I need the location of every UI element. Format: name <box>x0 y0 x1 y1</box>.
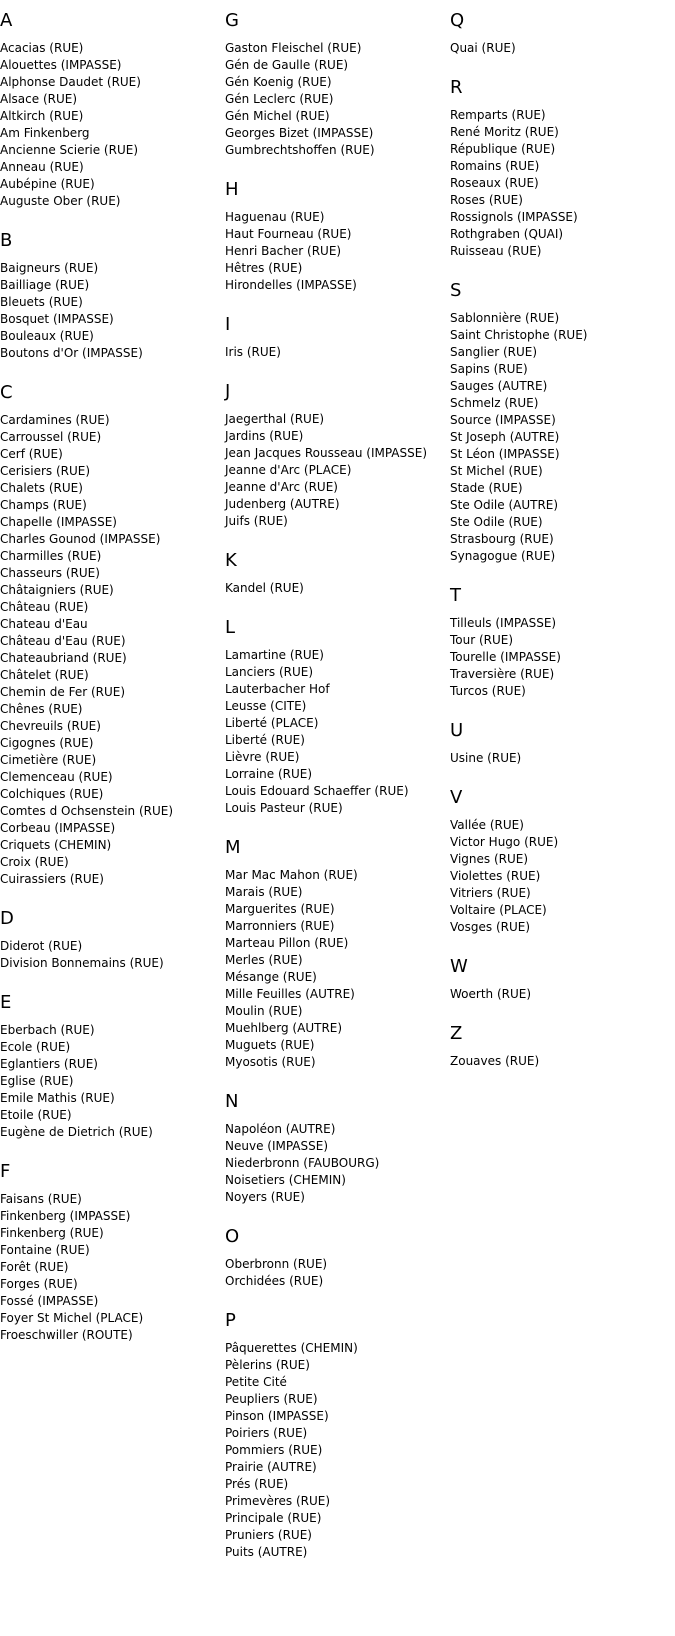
street-link[interactable]: Chateaubriand (RUE) <box>0 651 127 665</box>
street-link[interactable]: Marronniers (RUE) <box>225 919 335 933</box>
street-link[interactable]: Chateau d'Eau <box>0 617 88 631</box>
letter-section <box>450 1023 670 1070</box>
street-link[interactable]: Bouleaux (RUE) <box>0 329 94 343</box>
street-link[interactable]: Champs (RUE) <box>0 498 87 512</box>
street-list <box>450 310 670 565</box>
letter-section <box>450 956 670 1003</box>
section-letter-heading: E <box>0 992 12 1013</box>
street-link[interactable]: Rossignols (IMPASSE) <box>450 210 578 224</box>
street-link[interactable]: Froeschwiller (ROUTE) <box>0 1328 133 1342</box>
street-link[interactable]: Foyer St Michel (PLACE) <box>0 1311 144 1325</box>
street-link[interactable]: Gén Koenig (RUE) <box>225 75 332 89</box>
street-link[interactable]: Bosquet (IMPASSE) <box>0 312 114 326</box>
street-link[interactable]: Vitriers (RUE) <box>450 886 531 900</box>
street-list <box>450 986 670 1003</box>
street-link[interactable]: Vosges (RUE) <box>450 920 531 934</box>
street-link[interactable]: Schmelz (RUE) <box>450 396 539 410</box>
index-column-2 <box>225 0 445 1581</box>
street-link[interactable]: Alphonse Daudet (RUE) <box>0 75 141 89</box>
street-link[interactable]: Jardins (RUE) <box>225 429 304 443</box>
section-letter-heading: A <box>0 10 13 31</box>
street-link[interactable]: Vignes (RUE) <box>450 852 529 866</box>
street-link[interactable]: Source (IMPASSE) <box>450 413 556 427</box>
section-letter-heading: G <box>225 10 239 31</box>
section-letter-heading: Z <box>450 1023 463 1044</box>
street-link[interactable]: Marguerites (RUE) <box>225 902 335 916</box>
street-link[interactable]: Ancienne Scierie (RUE) <box>0 143 138 157</box>
street-link[interactable]: Merles (RUE) <box>225 953 303 967</box>
street-link[interactable]: Lanciers (RUE) <box>225 665 314 679</box>
street-link[interactable]: Am Finkenberg <box>0 126 90 140</box>
section-letter-heading: W <box>450 956 468 977</box>
street-link[interactable]: Stade (RUE) <box>450 481 523 495</box>
section-letter-heading: F <box>0 1161 11 1182</box>
street-list <box>450 750 670 767</box>
street-link[interactable]: Lauterbacher Hof <box>225 682 330 696</box>
street-link[interactable]: Cimetière (RUE) <box>0 753 97 767</box>
street-link[interactable]: Acacias (RUE) <box>0 41 84 55</box>
street-list <box>225 580 445 597</box>
street-link[interactable]: Roseaux (RUE) <box>450 176 539 190</box>
street-link[interactable]: Louis Edouard Schaeffer (RUE) <box>225 784 409 798</box>
section-letter-heading: D <box>0 908 14 929</box>
street-list <box>225 1256 445 1290</box>
street-link[interactable]: Tourelle (IMPASSE) <box>450 650 561 664</box>
street-link[interactable]: Alsace (RUE) <box>0 92 78 106</box>
street-link[interactable]: Chemin de Fer (RUE) <box>0 685 126 699</box>
street-link[interactable]: Bleuets (RUE) <box>0 295 83 309</box>
street-list <box>450 40 670 57</box>
street-list <box>450 615 670 700</box>
street-link[interactable]: Fontaine (RUE) <box>0 1243 90 1257</box>
street-list <box>225 1340 445 1561</box>
street-link[interactable]: Tour (RUE) <box>450 633 514 647</box>
street-link[interactable]: Châtaigniers (RUE) <box>0 583 114 597</box>
street-link[interactable]: Lorraine (RUE) <box>225 767 313 781</box>
street-link[interactable]: Liberté (RUE) <box>225 733 305 747</box>
section-letter-heading: L <box>225 617 236 638</box>
street-link[interactable]: Clemenceau (RUE) <box>0 770 113 784</box>
street-link[interactable]: Synagogue (RUE) <box>450 549 556 563</box>
street-list <box>450 817 670 936</box>
letter-section <box>225 381 445 530</box>
street-link[interactable]: Pommiers (RUE) <box>225 1443 323 1457</box>
street-link[interactable]: Fossé (IMPASSE) <box>0 1294 99 1308</box>
street-link[interactable]: Zouaves (RUE) <box>450 1054 540 1068</box>
street-link[interactable]: Emile Mathis (RUE) <box>0 1091 115 1105</box>
street-list <box>450 107 670 260</box>
street-link[interactable]: Eglise (RUE) <box>0 1074 74 1088</box>
street-link[interactable]: Marais (RUE) <box>225 885 303 899</box>
street-link[interactable]: Comtes d Ochsenstein (RUE) <box>0 804 174 818</box>
street-link[interactable]: Altkirch (RUE) <box>0 109 84 123</box>
street-link[interactable]: Finkenberg (RUE) <box>0 1226 104 1240</box>
street-link[interactable]: Victor Hugo (RUE) <box>450 835 559 849</box>
letter-section <box>0 230 220 362</box>
street-link[interactable]: Aubépine (RUE) <box>0 177 95 191</box>
street-link[interactable]: Mésange (RUE) <box>225 970 317 984</box>
street-link[interactable]: Auguste Ober (RUE) <box>0 194 121 208</box>
street-link[interactable]: Forges (RUE) <box>0 1277 78 1291</box>
street-link[interactable]: Gén de Gaulle (RUE) <box>225 58 349 72</box>
section-letter-heading: B <box>0 230 13 251</box>
section-letter-heading: U <box>450 720 464 741</box>
letter-section <box>450 585 670 700</box>
street-link[interactable]: République (RUE) <box>450 142 556 156</box>
street-link[interactable]: Roses (RUE) <box>450 193 523 207</box>
letter-section <box>225 10 445 159</box>
street-link[interactable]: Lamartine (RUE) <box>225 648 324 662</box>
street-link[interactable]: Muehlberg (AUTRE) <box>225 1021 343 1035</box>
street-link[interactable]: Petite Cité <box>225 1375 287 1389</box>
street-list <box>225 1121 445 1206</box>
street-link[interactable]: Gén Leclerc (RUE) <box>225 92 334 106</box>
section-letter-heading: R <box>450 77 463 98</box>
street-link[interactable]: Pinson (IMPASSE) <box>225 1409 329 1423</box>
street-link[interactable]: Leusse (CITE) <box>225 699 307 713</box>
street-link[interactable]: Ste Odile (AUTRE) <box>450 498 559 512</box>
street-link[interactable]: Pruniers (RUE) <box>225 1528 312 1542</box>
street-link[interactable]: Jeanne d'Arc (PLACE) <box>225 463 352 477</box>
street-link[interactable]: Puits (AUTRE) <box>225 1545 308 1559</box>
letter-section <box>225 1091 445 1206</box>
street-list <box>225 209 445 294</box>
street-link[interactable]: Henri Bacher (RUE) <box>225 244 342 258</box>
street-link[interactable]: Peupliers (RUE) <box>225 1392 318 1406</box>
letter-section <box>225 837 445 1071</box>
street-link[interactable]: Division Bonnemains (RUE) <box>0 956 164 970</box>
street-link[interactable]: Sauges (AUTRE) <box>450 379 548 393</box>
section-letter-heading: I <box>225 314 231 335</box>
section-letter-heading: S <box>450 280 462 301</box>
street-link[interactable]: Gén Michel (RUE) <box>225 109 330 123</box>
street-link[interactable]: Anneau (RUE) <box>0 160 84 174</box>
street-link[interactable]: Liberté (PLACE) <box>225 716 319 730</box>
street-link[interactable]: Cigognes (RUE) <box>0 736 94 750</box>
street-link[interactable]: Hirondelles (IMPASSE) <box>225 278 357 292</box>
street-link[interactable]: Vallée (RUE) <box>450 818 524 832</box>
street-link[interactable]: Lièvre (RUE) <box>225 750 300 764</box>
section-letter-heading: C <box>0 382 13 403</box>
street-link[interactable]: Chasseurs (RUE) <box>0 566 100 580</box>
street-link[interactable]: Eugène de Dietrich (RUE) <box>0 1125 153 1139</box>
street-link[interactable]: Gumbrechtshoffen (RUE) <box>225 143 375 157</box>
street-link[interactable]: Myosotis (RUE) <box>225 1055 316 1069</box>
street-link[interactable]: Kandel (RUE) <box>225 581 304 595</box>
street-link[interactable]: Diderot (RUE) <box>0 939 83 953</box>
section-letter-heading: Q <box>450 10 465 31</box>
street-link[interactable]: Chalets (RUE) <box>0 481 83 495</box>
street-list <box>225 867 445 1071</box>
street-list <box>450 1053 670 1070</box>
letter-section <box>450 10 670 57</box>
street-link[interactable]: Iris (RUE) <box>225 345 281 359</box>
section-letter-heading: M <box>225 837 241 858</box>
letter-section <box>0 1161 220 1344</box>
street-link[interactable]: Croix (RUE) <box>0 855 69 869</box>
street-link[interactable]: Charles Gounod (IMPASSE) <box>0 532 161 546</box>
street-link[interactable]: Violettes (RUE) <box>450 869 541 883</box>
street-link[interactable]: Quai (RUE) <box>450 41 516 55</box>
street-link[interactable]: Faisans (RUE) <box>0 1192 82 1206</box>
street-link[interactable]: Corbeau (IMPASSE) <box>0 821 116 835</box>
street-link[interactable]: Finkenberg (IMPASSE) <box>0 1209 131 1223</box>
letter-section <box>450 77 670 260</box>
street-link[interactable]: Prés (RUE) <box>225 1477 289 1491</box>
street-link[interactable]: Ste Odile (RUE) <box>450 515 543 529</box>
street-link[interactable]: Mar Mac Mahon (RUE) <box>225 868 358 882</box>
street-link[interactable]: Sanglier (RUE) <box>450 345 538 359</box>
street-link[interactable]: Chênes (RUE) <box>0 702 83 716</box>
letter-section <box>450 720 670 767</box>
street-link[interactable]: Romains (RUE) <box>450 159 540 173</box>
letter-section <box>225 314 445 361</box>
street-list <box>0 412 220 888</box>
street-link[interactable]: Chapelle (IMPASSE) <box>0 515 117 529</box>
street-link[interactable]: Rothgraben (QUAI) <box>450 227 564 241</box>
letter-section <box>450 280 670 565</box>
street-link[interactable]: Boutons d'Or (IMPASSE) <box>0 346 143 360</box>
street-link[interactable]: Mille Feuilles (AUTRE) <box>225 987 355 1001</box>
section-letter-heading: H <box>225 179 239 200</box>
section-letter-heading: N <box>225 1091 239 1112</box>
street-link[interactable]: Haut Fourneau (RUE) <box>225 227 352 241</box>
letter-section <box>0 10 220 210</box>
street-link[interactable]: Bailliage (RUE) <box>0 278 90 292</box>
street-link[interactable]: Primevères (RUE) <box>225 1494 331 1508</box>
street-link[interactable]: Eglantiers (RUE) <box>0 1057 98 1071</box>
letter-section <box>225 179 445 294</box>
section-letter-heading: V <box>450 787 463 808</box>
street-link[interactable]: Tilleuls (IMPASSE) <box>450 616 557 630</box>
street-list <box>225 40 445 159</box>
street-link[interactable]: Noyers (RUE) <box>225 1190 305 1204</box>
letter-section <box>0 992 220 1141</box>
section-letter-heading: O <box>225 1226 240 1247</box>
letter-section <box>225 617 445 817</box>
index-column-3 <box>450 0 670 1090</box>
street-link[interactable]: Principale (RUE) <box>225 1511 322 1525</box>
street-link[interactable]: Château d'Eau (RUE) <box>0 634 126 648</box>
street-list <box>225 647 445 817</box>
street-link[interactable]: Muguets (RUE) <box>225 1038 315 1052</box>
street-link[interactable]: Orchidées (RUE) <box>225 1274 324 1288</box>
street-link[interactable]: Moulin (RUE) <box>225 1004 303 1018</box>
street-link[interactable]: Pâquerettes (CHEMIN) <box>225 1341 358 1355</box>
street-link[interactable]: Cardamines (RUE) <box>0 413 110 427</box>
street-link[interactable]: Forêt (RUE) <box>0 1260 69 1274</box>
street-link[interactable]: Hêtres (RUE) <box>225 261 303 275</box>
street-link[interactable]: Carroussel (RUE) <box>0 430 102 444</box>
street-link[interactable]: Saint Christophe (RUE) <box>450 328 588 342</box>
street-link[interactable]: Juifs (RUE) <box>225 514 288 528</box>
street-link[interactable]: Napoléon (AUTRE) <box>225 1122 336 1136</box>
street-link[interactable]: Cerf (RUE) <box>0 447 63 461</box>
street-link[interactable]: Baigneurs (RUE) <box>0 261 99 275</box>
street-link[interactable]: Ecole (RUE) <box>0 1040 71 1054</box>
street-link[interactable]: Usine (RUE) <box>450 751 522 765</box>
street-link[interactable]: Pèlerins (RUE) <box>225 1358 310 1372</box>
street-link[interactable]: St Joseph (AUTRE) <box>450 430 560 444</box>
street-link[interactable]: Eberbach (RUE) <box>0 1023 95 1037</box>
section-letter-heading: K <box>225 550 237 571</box>
street-link[interactable]: Traversière (RUE) <box>450 667 555 681</box>
street-link[interactable]: Haguenau (RUE) <box>225 210 325 224</box>
letter-section <box>225 550 445 597</box>
street-link[interactable]: Prairie (AUTRE) <box>225 1460 317 1474</box>
street-link[interactable]: Marteau Pillon (RUE) <box>225 936 349 950</box>
street-link[interactable]: Ruisseau (RUE) <box>450 244 542 258</box>
street-link[interactable]: Colchiques (RUE) <box>0 787 104 801</box>
street-list <box>0 938 220 972</box>
street-link[interactable]: Oberbronn (RUE) <box>225 1257 328 1271</box>
street-link[interactable]: Sapins (RUE) <box>450 362 528 376</box>
letter-section <box>0 908 220 972</box>
street-link[interactable]: Alouettes (IMPASSE) <box>0 58 122 72</box>
section-letter-heading: P <box>225 1310 236 1331</box>
street-link[interactable]: Etoile (RUE) <box>0 1108 72 1122</box>
street-link[interactable]: Cuirassiers (RUE) <box>0 872 104 886</box>
street-list <box>0 1022 220 1141</box>
letter-section <box>225 1226 445 1290</box>
street-link[interactable]: Judenberg (AUTRE) <box>225 497 340 511</box>
letter-section <box>450 787 670 936</box>
street-link[interactable]: Jean Jacques Rousseau (IMPASSE) <box>225 446 428 460</box>
street-link[interactable]: Chevreuils (RUE) <box>0 719 101 733</box>
street-link[interactable]: Remparts (RUE) <box>450 108 546 122</box>
street-link[interactable]: Poiriers (RUE) <box>225 1426 308 1440</box>
section-letter-heading: J <box>225 381 231 402</box>
street-link[interactable]: Noisetiers (CHEMIN) <box>225 1173 346 1187</box>
street-link[interactable]: Turcos (RUE) <box>450 684 526 698</box>
section-letter-heading: T <box>450 585 461 606</box>
street-link[interactable]: Châtelet (RUE) <box>0 668 89 682</box>
street-link[interactable]: St Michel (RUE) <box>450 464 543 478</box>
letter-section <box>225 1310 445 1561</box>
street-list <box>0 40 220 210</box>
street-link[interactable]: Jaegerthal (RUE) <box>225 412 325 426</box>
street-link[interactable]: Neuve (IMPASSE) <box>225 1139 329 1153</box>
street-link[interactable]: Niederbronn (FAUBOURG) <box>225 1156 380 1170</box>
street-link[interactable]: Sablonnière (RUE) <box>450 311 560 325</box>
street-link[interactable]: Jeanne d'Arc (RUE) <box>225 480 338 494</box>
street-link[interactable]: Voltaire (PLACE) <box>450 903 547 917</box>
street-list <box>225 411 445 530</box>
street-link[interactable]: Cerisiers (RUE) <box>0 464 91 478</box>
street-link[interactable]: Château (RUE) <box>0 600 89 614</box>
street-link[interactable]: Georges Bizet (IMPASSE) <box>225 126 374 140</box>
street-link[interactable]: Louis Pasteur (RUE) <box>225 801 343 815</box>
street-list <box>0 260 220 362</box>
street-link[interactable]: St Léon (IMPASSE) <box>450 447 560 461</box>
street-link[interactable]: Gaston Fleischel (RUE) <box>225 41 362 55</box>
letter-section <box>0 382 220 888</box>
street-link[interactable]: Criquets (CHEMIN) <box>0 838 112 852</box>
street-link[interactable]: Charmilles (RUE) <box>0 549 102 563</box>
street-link[interactable]: Woerth (RUE) <box>450 987 532 1001</box>
street-link[interactable]: René Moritz (RUE) <box>450 125 559 139</box>
street-link[interactable]: Strasbourg (RUE) <box>450 532 554 546</box>
street-list <box>0 1191 220 1344</box>
index-column-1 <box>0 0 220 1364</box>
street-list <box>225 344 445 361</box>
